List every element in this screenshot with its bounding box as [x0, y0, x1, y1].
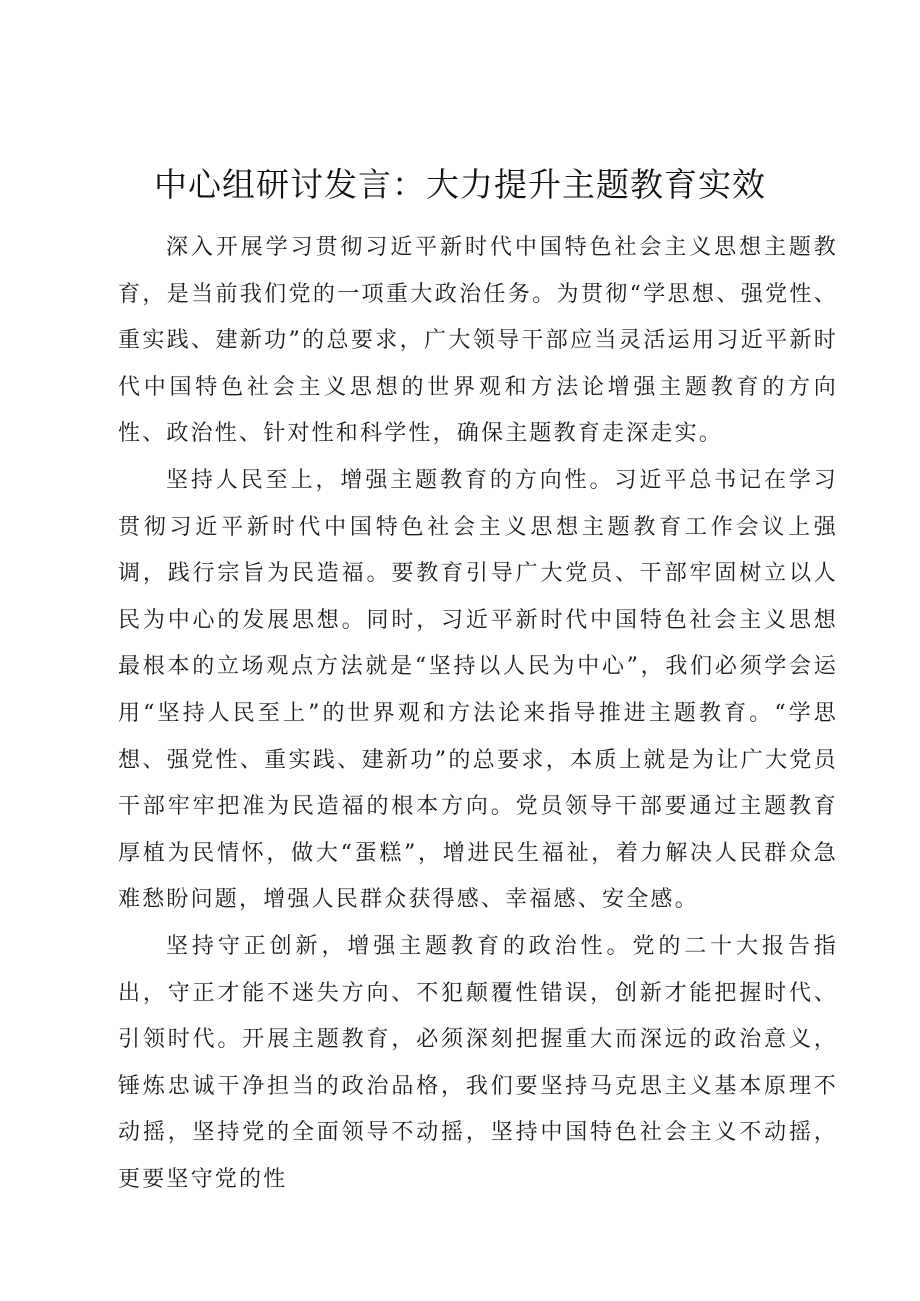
paragraph-people-first: 坚持人民至上，增强主题教育的方向性。习近平总书记在学习贯彻习近平新时代中国特色社会主义思想主题教育工作会议上强调，践行宗旨为民造福。要教育引导广大党员、干部牢固树立以人民为中心的发展思想。同时，习近平新时代中国特色社会主义思想最根本的立场观点方法就是“坚持以人民为中心”，我们必须学会运用“坚持人民至上”的世界观和方法论来指导推进主题教育。“学思想、强党性、重实践、建新功”的总要求，本质上就是为让广大党员干部牢牢把准为民造福的根本方向。党员领导干部要通过主题教育厚植为民情怀，做大“蛋糕”，增进民生福祉，着力解决人民群众急难愁盼问题，增强人民群众获得感、幸福感、安全感。 [118, 467, 838, 913]
document-body [118, 225, 838, 1203]
document-title: 中心组研讨发言：大力提升主题教育实效 [154, 165, 766, 204]
paragraph-innovation: 坚持守正创新，增强主题教育的政治性。党的二十大报告指出，守正才能不迷失方向、不犯颠覆性错误，创新才能把握时代、引领时代。开展主题教育，必须深刻把握重大而深远的政治意义，锤炼忠诚干净担当的政治品格，我们要坚持马克思主义基本原理不动摇，坚持党的全面领导不动摇，坚持中国特色社会主义不动摇，更要坚守党的性 [118, 933, 838, 1192]
paragraph-intro: 深入开展学习贯彻习近平新时代中国特色社会主义思想主题教育，是当前我们党的一项重大政治任务。为贯彻“学思想、强党性、重实践、建新功”的总要求，广大领导干部应当灵活运用习近平新时代中国特色社会主义思想的世界观和方法论增强主题教育的方向性、政治性、针对性和科学性，确保主题教育走深走实。 [118, 235, 838, 447]
